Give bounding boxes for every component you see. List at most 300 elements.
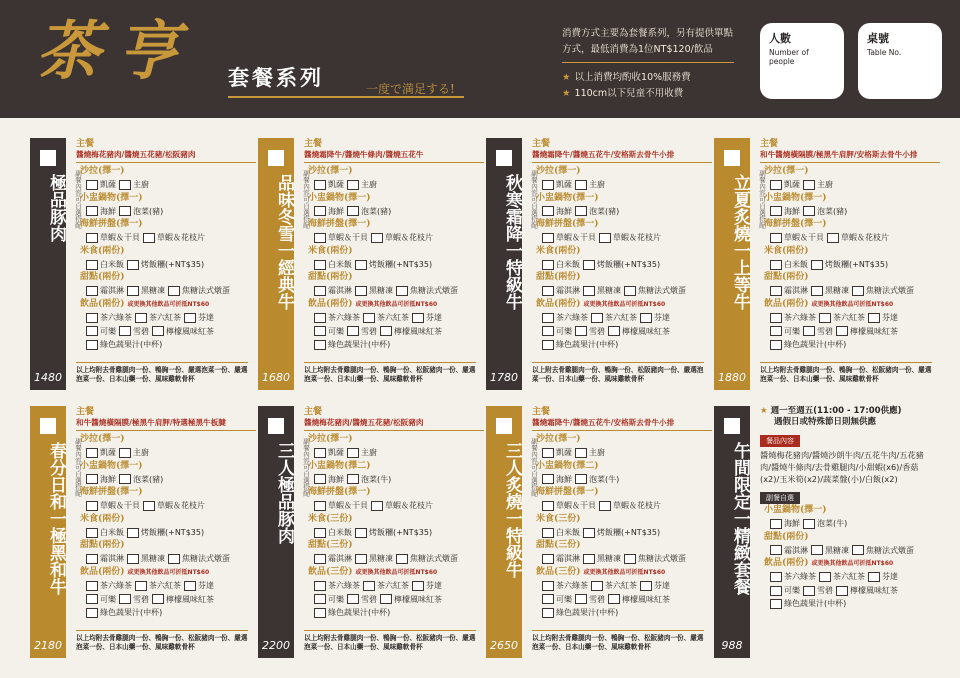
option-cola[interactable] [770,584,800,598]
option-tea_black[interactable] [819,570,865,584]
option-sprite[interactable] [575,593,605,607]
option-sprite[interactable] [575,325,605,339]
option-fenda[interactable] [412,579,442,593]
option-checkbox[interactable] [168,286,180,296]
option-label: 白米飯 [100,527,124,537]
option-seafood[interactable] [86,473,116,487]
option-checkbox[interactable] [314,501,326,511]
option-checkbox[interactable] [583,260,595,270]
option-checkbox[interactable] [770,180,782,190]
option-checkbox[interactable] [803,586,815,596]
option-kimchi_pork[interactable] [119,205,163,219]
option-tea_green[interactable] [542,311,588,325]
option-checkbox[interactable] [314,206,326,216]
option-checkbox[interactable] [86,233,98,243]
option-checkbox[interactable] [143,233,155,243]
option-checkbox[interactable] [314,326,326,336]
option-checkbox[interactable] [575,206,587,216]
option-checkbox[interactable] [363,313,375,323]
option-baked_rice[interactable] [127,258,204,272]
option-caesar[interactable] [770,178,800,192]
option-checkbox[interactable] [86,608,98,618]
option-lemon_tea[interactable] [380,593,442,607]
option-checkbox[interactable] [314,554,326,564]
option-checkbox[interactable] [314,608,326,618]
section-name: 米食 [80,245,99,256]
option-brulee[interactable] [624,552,686,566]
option-checkbox[interactable] [86,594,98,604]
option-fenda[interactable] [412,311,442,325]
option-checkbox[interactable] [314,260,326,270]
option-tea_black[interactable] [591,579,637,593]
option-checkbox[interactable] [86,326,98,336]
option-lemon_tea[interactable] [836,584,898,598]
option-brulee[interactable] [852,284,914,298]
option-checkbox[interactable] [819,572,831,582]
option-checkbox[interactable] [770,286,782,296]
set-select-checkbox[interactable] [268,150,284,166]
option-baked_rice[interactable] [583,526,660,540]
option-checkbox[interactable] [135,313,147,323]
option-baked_rice[interactable] [355,258,432,272]
option-tea_black[interactable] [363,311,409,325]
option-checkbox[interactable] [640,313,652,323]
option-caesar[interactable] [542,446,572,460]
option-checkbox[interactable] [355,260,367,270]
option-baked_rice[interactable] [355,526,432,540]
option-checkbox[interactable] [314,286,326,296]
option-checkbox[interactable] [583,528,595,538]
option-shrimp_scallop[interactable] [86,499,140,513]
option-icecream[interactable] [542,284,580,298]
option-checkbox[interactable] [803,206,815,216]
option-caesar[interactable] [314,178,344,192]
option-shrimp_squid[interactable] [599,499,661,513]
option-sugar_jelly[interactable] [355,552,393,566]
option-checkbox[interactable] [347,474,359,484]
option-caesar[interactable] [86,178,116,192]
option-cola[interactable] [86,593,116,607]
option-checkbox[interactable] [143,501,155,511]
option-checkbox[interactable] [624,554,636,564]
option-white_rice[interactable] [770,258,808,272]
option-icecream[interactable] [770,544,808,558]
option-checkbox[interactable] [371,233,383,243]
option-white_rice[interactable] [86,258,124,272]
option-shrimp_scallop[interactable] [314,499,368,513]
option-kimchi_pork[interactable] [347,205,391,219]
option-icecream[interactable] [770,284,808,298]
option-lemon_tea[interactable] [608,325,670,339]
option-checkbox[interactable] [811,545,823,555]
child-note: ★ 110cm以下兒童不用收費 [562,88,684,99]
option-checkbox[interactable] [542,528,554,538]
option-tea_green[interactable] [542,579,588,593]
option-checkbox[interactable] [575,448,587,458]
option-checkbox[interactable] [355,286,367,296]
option-chef[interactable] [119,178,149,192]
section-title [80,165,256,178]
option-shrimp_scallop[interactable] [770,231,824,245]
option-shrimp_squid[interactable] [143,231,205,245]
option-kimchi_beef[interactable] [347,473,391,487]
option-fenda[interactable] [640,311,670,325]
option-seafood[interactable] [86,205,116,219]
option-checkbox[interactable] [770,599,782,609]
option-checkbox[interactable] [575,180,587,190]
set-select-checkbox[interactable] [40,418,56,434]
option-sprite[interactable] [347,593,377,607]
option-checkbox[interactable] [314,528,326,538]
option-checkbox[interactable] [811,260,823,270]
option-checkbox[interactable] [412,313,424,323]
option-tea_green[interactable] [314,311,360,325]
option-sugar_jelly[interactable] [811,284,849,298]
option-sprite[interactable] [119,593,149,607]
option-seafood[interactable] [542,473,572,487]
option-white_rice[interactable] [314,258,352,272]
option-sprite[interactable] [119,325,149,339]
set-select-checkbox[interactable] [496,150,512,166]
option-seafood[interactable] [770,205,800,219]
option-checkbox[interactable] [803,180,815,190]
option-checkbox[interactable] [819,313,831,323]
option-brulee[interactable] [168,552,230,566]
option-cola[interactable] [542,325,572,339]
option-shrimp_squid[interactable] [143,499,205,513]
option-checkbox[interactable] [599,501,611,511]
option-checkbox[interactable] [347,326,359,336]
option-shrimp_squid[interactable] [827,231,889,245]
option-checkbox[interactable] [152,594,164,604]
set-select-checkbox[interactable] [40,150,56,166]
option-checkbox[interactable] [355,528,367,538]
option-tea_black[interactable] [135,579,181,593]
option-checkbox[interactable] [127,554,139,564]
option-checkbox[interactable] [542,448,554,458]
option-checkbox[interactable] [184,313,196,323]
option-shrimp_squid[interactable] [599,231,661,245]
option-sprite[interactable] [803,584,833,598]
option-seafood[interactable] [770,517,800,531]
option-checkbox[interactable] [86,581,98,591]
option-checkbox[interactable] [355,554,367,564]
option-checkbox[interactable] [599,233,611,243]
option-checkbox[interactable] [770,572,782,582]
option-checkbox[interactable] [135,581,147,591]
option-white_rice[interactable] [314,526,352,540]
option-checkbox[interactable] [542,581,554,591]
option-checkbox[interactable] [86,206,98,216]
option-lemon_tea[interactable] [380,325,442,339]
option-kimchi_pork[interactable] [119,473,163,487]
option-checkbox[interactable] [868,313,880,323]
option-lemon_tea[interactable] [836,325,898,339]
option-checkbox[interactable] [542,594,554,604]
option-checkbox[interactable] [811,286,823,296]
option-veg_juice[interactable] [542,606,618,620]
option-icecream[interactable] [542,552,580,566]
option-veg_juice[interactable] [770,338,846,352]
option-veg_juice[interactable] [86,606,162,620]
option-tea_black[interactable] [135,311,181,325]
option-veg_juice[interactable] [770,597,846,611]
option-kimchi_pork[interactable] [803,205,847,219]
option-tea_black[interactable] [363,579,409,593]
section-count: (三份) [554,513,581,524]
option-white_rice[interactable] [542,258,580,272]
option-checkbox[interactable] [314,233,326,243]
option-fenda[interactable] [868,311,898,325]
option-chef[interactable] [347,446,377,460]
option-checkbox[interactable] [575,326,587,336]
option-fenda[interactable] [184,311,214,325]
option-checkbox[interactable] [575,594,587,604]
option-cola[interactable] [86,325,116,339]
option-checkbox[interactable] [770,545,782,555]
option-sugar_jelly[interactable] [127,284,165,298]
option-shrimp_squid[interactable] [371,231,433,245]
main-course-label: 主餐 [304,407,323,417]
option-checkbox[interactable] [86,554,98,564]
option-checkbox[interactable] [314,581,326,591]
option-checkbox[interactable] [412,581,424,591]
option-shrimp_scallop[interactable] [542,499,596,513]
option-checkbox[interactable] [542,608,554,618]
option-checkbox[interactable] [380,326,392,336]
option-checkbox[interactable] [836,586,848,596]
people-field[interactable] [760,23,844,99]
option-checkbox[interactable] [363,581,375,591]
option-veg_juice[interactable] [314,338,390,352]
option-veg_juice[interactable] [86,338,162,352]
option-checkbox[interactable] [583,554,595,564]
option-veg_juice[interactable] [542,338,618,352]
option-checkbox[interactable] [347,448,359,458]
set-select-checkbox[interactable] [724,418,740,434]
option-checkbox[interactable] [542,313,554,323]
option-checkbox[interactable] [396,286,408,296]
option-kimchi_beef[interactable] [803,517,847,531]
option-sugar_jelly[interactable] [811,544,849,558]
option-checkbox[interactable] [119,474,131,484]
option-fenda[interactable] [184,579,214,593]
option-checkbox[interactable] [86,180,98,190]
option-icecream[interactable] [314,284,352,298]
option-checkbox[interactable] [608,594,620,604]
option-sugar_jelly[interactable] [355,284,393,298]
option-checkbox[interactable] [852,286,864,296]
option-checkbox[interactable] [770,260,782,270]
option-checkbox[interactable] [803,326,815,336]
option-checkbox[interactable] [127,260,139,270]
option-checkbox[interactable] [542,501,554,511]
option-lemon_tea[interactable] [152,593,214,607]
option-label: 烤飯糰(+NT$35) [141,527,205,537]
option-seafood[interactable] [314,205,344,219]
option-checkbox[interactable] [86,474,98,484]
option-baked_rice[interactable] [583,258,660,272]
option-checkbox[interactable] [542,554,554,564]
option-chef[interactable] [575,178,605,192]
option-row [542,593,712,607]
option-seafood[interactable] [542,205,572,219]
option-checkbox[interactable] [314,594,326,604]
option-icecream[interactable] [86,284,124,298]
option-checkbox[interactable] [86,340,98,350]
option-checkbox[interactable] [119,206,131,216]
option-lemon_tea[interactable] [608,593,670,607]
option-checkbox[interactable] [314,448,326,458]
option-sugar_jelly[interactable] [583,552,621,566]
option-checkbox[interactable] [770,586,782,596]
option-checkbox[interactable] [770,233,782,243]
option-checkbox[interactable] [868,572,880,582]
option-tea_black[interactable] [591,311,637,325]
option-tea_green[interactable] [314,579,360,593]
option-chef[interactable] [803,178,833,192]
option-checkbox[interactable] [86,260,98,270]
option-cola[interactable] [314,593,344,607]
option-checkbox[interactable] [347,180,359,190]
section-title [536,271,712,284]
option-checkbox[interactable] [542,206,554,216]
option-checkbox[interactable] [852,545,864,555]
option-cola[interactable] [314,325,344,339]
option-checkbox[interactable] [836,326,848,336]
option-sprite[interactable] [803,325,833,339]
option-checkbox[interactable] [591,313,603,323]
option-checkbox[interactable] [624,286,636,296]
option-checkbox[interactable] [314,474,326,484]
option-tea_green[interactable] [770,311,816,325]
option-checkbox[interactable] [396,554,408,564]
option-checkbox[interactable] [119,326,131,336]
option-checkbox[interactable] [347,594,359,604]
option-checkbox[interactable] [542,233,554,243]
option-seafood[interactable] [314,473,344,487]
option-chef[interactable] [347,178,377,192]
option-caesar[interactable] [314,446,344,460]
option-kimchi_beef[interactable] [575,473,619,487]
option-checkbox[interactable] [575,474,587,484]
option-checkbox[interactable] [827,233,839,243]
option-brulee[interactable] [396,284,458,298]
option-white_rice[interactable] [542,526,580,540]
option-checkbox[interactable] [542,340,554,350]
option-label: 可樂 [556,326,572,336]
option-shrimp_scallop[interactable] [542,231,596,245]
option-checkbox[interactable] [314,313,326,323]
option-shrimp_squid[interactable] [371,499,433,513]
option-brulee[interactable] [624,284,686,298]
option-checkbox[interactable] [168,554,180,564]
option-checkbox[interactable] [86,286,98,296]
option-checkbox[interactable] [770,326,782,336]
option-checkbox[interactable] [770,313,782,323]
section-count: (兩份) [782,298,809,309]
option-sprite[interactable] [347,325,377,339]
option-chef[interactable] [575,446,605,460]
option-checkbox[interactable] [314,340,326,350]
option-checkbox[interactable] [127,528,139,538]
option-checkbox[interactable] [86,501,98,511]
option-checkbox[interactable] [542,474,554,484]
option-checkbox[interactable] [608,326,620,336]
option-tea_black[interactable] [819,311,865,325]
option-checkbox[interactable] [119,448,131,458]
set-select-checkbox[interactable] [724,150,740,166]
option-checkbox[interactable] [542,180,554,190]
option-tea_green[interactable] [86,311,132,325]
option-checkbox[interactable] [770,206,782,216]
option-chef[interactable] [119,446,149,460]
option-baked_rice[interactable] [811,258,888,272]
option-checkbox[interactable] [119,594,131,604]
option-checkbox[interactable] [640,581,652,591]
option-sugar_jelly[interactable] [583,284,621,298]
option-checkbox[interactable] [380,594,392,604]
option-cola[interactable] [542,593,572,607]
section-count: (擇一) [116,192,143,203]
option-tea_green[interactable] [770,570,816,584]
option-checkbox[interactable] [770,519,782,529]
option-kimchi_pork[interactable] [575,205,619,219]
option-fenda[interactable] [640,579,670,593]
option-checkbox[interactable] [347,206,359,216]
option-shrimp_scallop[interactable] [314,231,368,245]
option-white_rice[interactable] [86,526,124,540]
option-brulee[interactable] [852,544,914,558]
section-title [80,245,256,258]
option-brulee[interactable] [168,284,230,298]
option-checkbox[interactable] [86,313,98,323]
option-checkbox[interactable] [184,581,196,591]
option-icecream[interactable] [314,552,352,566]
option-checkbox[interactable] [152,326,164,336]
option-shrimp_scallop[interactable] [86,231,140,245]
option-fenda[interactable] [868,570,898,584]
set-select-checkbox[interactable] [268,418,284,434]
option-checkbox[interactable] [542,260,554,270]
option-checkbox[interactable] [770,340,782,350]
option-checkbox[interactable] [119,180,131,190]
option-checkbox[interactable] [86,448,98,458]
option-checkbox[interactable] [583,286,595,296]
option-caesar[interactable] [86,446,116,460]
option-checkbox[interactable] [803,519,815,529]
option-icecream[interactable] [86,552,124,566]
option-brulee[interactable] [396,552,458,566]
option-checkbox[interactable] [542,286,554,296]
option-sugar_jelly[interactable] [127,552,165,566]
option-checkbox[interactable] [86,528,98,538]
option-caesar[interactable] [542,178,572,192]
option-baked_rice[interactable] [127,526,204,540]
option-cola[interactable] [770,325,800,339]
table-field[interactable] [858,23,942,99]
option-checkbox[interactable] [127,286,139,296]
set-select-checkbox[interactable] [496,418,512,434]
option-tea_green[interactable] [86,579,132,593]
option-label: 茶六綠茶 [328,312,360,322]
option-lemon_tea[interactable] [152,325,214,339]
option-checkbox[interactable] [591,581,603,591]
option-checkbox[interactable] [314,180,326,190]
option-checkbox[interactable] [542,326,554,336]
option-checkbox[interactable] [371,501,383,511]
option-veg_juice[interactable] [314,606,390,620]
